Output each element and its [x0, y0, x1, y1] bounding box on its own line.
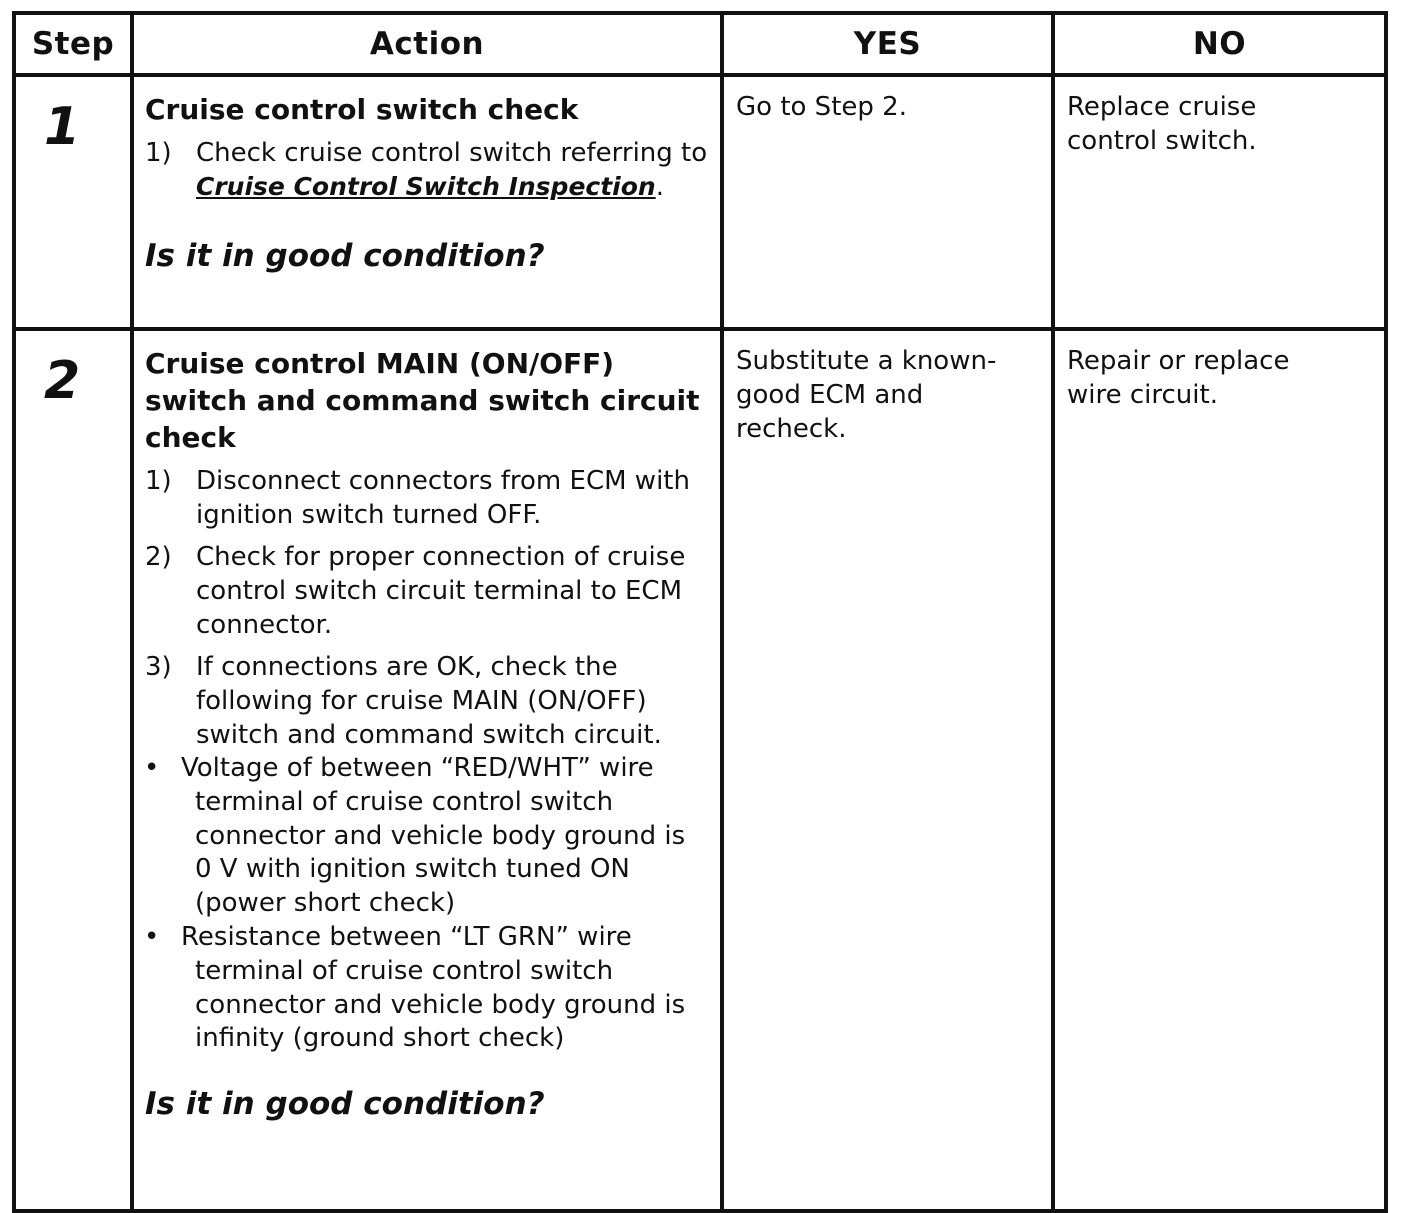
- bullet-dot: •: [144, 921, 160, 952]
- table-row: [14, 329, 1386, 1211]
- header-no: NO: [1053, 13, 1386, 75]
- bullet-text: Resistance between “LT GRN” wire terminal of cruise control switch connector and vehicle body ground is infinity (ground short check): [181, 921, 686, 1054]
- step-text-end: .: [655, 172, 664, 202]
- bullet-dot: •: [144, 753, 160, 783]
- header-step: Step: [14, 13, 132, 75]
- step-number: 1: [44, 97, 81, 157]
- step-cell: [14, 75, 132, 329]
- yes-cell: [722, 329, 1053, 1211]
- action-cell: [132, 329, 722, 1211]
- header-action: Action: [132, 13, 722, 75]
- step-text: Disconnect connectors from ECM with ignition switch turned OFF.: [196, 466, 690, 530]
- step-index: 1): [145, 138, 172, 168]
- action-steps: [145, 464, 708, 1056]
- action-cell: [132, 75, 722, 329]
- yes-text: Go to Step 2.: [736, 92, 907, 122]
- step-index: 3): [145, 652, 172, 682]
- step-index: 1): [145, 466, 172, 496]
- bullet-item: [145, 921, 708, 1056]
- no-cell: [1053, 329, 1386, 1211]
- question-text: Is it in good condition?: [145, 1086, 545, 1123]
- question-text: Is it in good condition?: [145, 238, 545, 274]
- step-number: 2: [44, 351, 81, 411]
- header-row: [14, 13, 1386, 75]
- action-step: [145, 650, 708, 1056]
- diagnostic-table: [12, 11, 1388, 1213]
- header-yes: YES: [722, 13, 1053, 75]
- step-index: 2): [145, 542, 172, 572]
- no-cell: [1053, 75, 1386, 329]
- yes-cell: [722, 75, 1053, 329]
- action-step: [145, 540, 708, 642]
- check-bullets: [145, 752, 708, 1056]
- action-step: [145, 464, 708, 532]
- no-text: Replace cruise control switch.: [1067, 92, 1257, 156]
- step-text: If connections are OK, check the following for cruise MAIN (ON/OFF) switch and command switch circuit.: [196, 652, 662, 750]
- inspection-link[interactable]: Cruise Control Switch Inspection: [196, 172, 656, 201]
- step-text: Check for proper connection of cruise control switch circuit terminal to ECM connector.: [196, 542, 686, 640]
- action-steps: [145, 136, 708, 204]
- bullet-text: Voltage of between “RED/WHT” wire terminal of cruise control switch connector and vehicle body ground is 0 V with ignition switch tuned ON (power short check): [181, 753, 686, 919]
- table-row: [14, 75, 1386, 329]
- step-text: Check cruise control switch referring to: [196, 138, 708, 168]
- bullet-item: [145, 752, 708, 921]
- action-step: [145, 136, 708, 204]
- action-title: Cruise control switch check: [145, 93, 579, 126]
- yes-text: Substitute a known-good ECM and recheck.: [736, 346, 997, 444]
- no-text: Repair or replace wire circuit.: [1067, 346, 1290, 410]
- step-cell: [14, 329, 132, 1211]
- action-title: Cruise control MAIN (ON/OFF) switch and command switch circuit check: [145, 347, 700, 454]
